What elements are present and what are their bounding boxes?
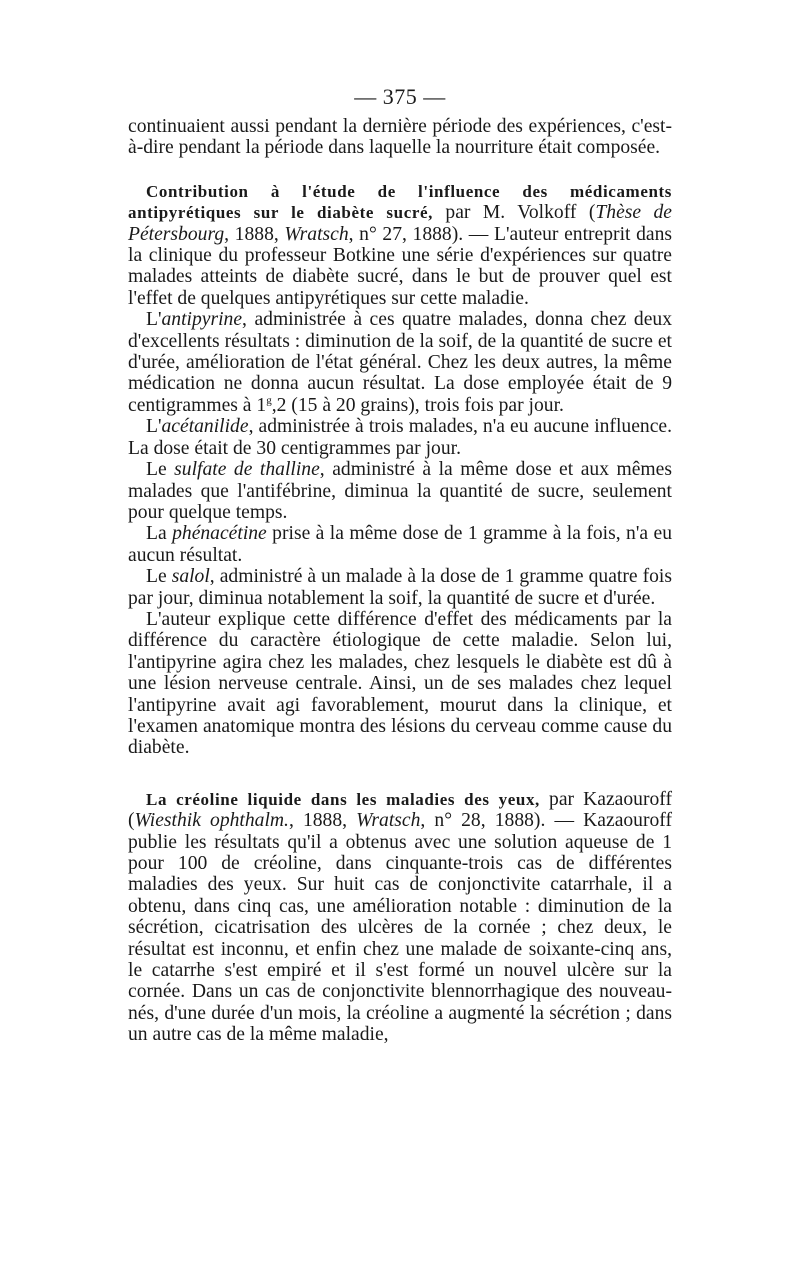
section-heading-creoline: La créoline liquide dans les maladies des yeux,	[146, 789, 540, 809]
paragraph-continuation	[128, 116, 672, 159]
section-body-text: , n° 27, 1888). — L'auteur entreprit dans la clinique du professeur Botkine une série d'expériences sur quatre malades atteints de diabète sucré, dans le but de prouver quel est l'effet de quelques antipyrétiques sur cette maladie.	[128, 223, 672, 309]
author-text: par M. Volkoff (	[445, 202, 596, 224]
paragraph-salol	[128, 566, 672, 609]
paragraph-text: L'auteur explique cette différence d'effet des médicaments par la différence du caractère étiologique de cette maladie. Selon lui, l'antipyrine agira chez les malades, chez lesquels le diabète est dû à une lésion nerveuse centrale. Ainsi, un de ses malades chez lequel l'antipyrine avait agi favorablement, mourut dans la clinique, et l'examen anatomique montra des lésions du cerveau comme cause du diabète.	[128, 608, 672, 759]
journal-title: Wratsch	[356, 810, 421, 832]
drug-term: sulfate de thalline	[174, 459, 320, 481]
unit-superscript: g	[266, 394, 272, 407]
drug-term: antipyrine	[161, 309, 243, 331]
source-title: Wiesthik ophthalm.	[134, 810, 289, 832]
author-text: par Kazaouroff (	[128, 788, 672, 832]
paragraph-text: continuaient aussi pendant la dernière période des expériences, c'est-à-dire pendant la période dans laquelle la nourriture était composée.	[128, 116, 672, 159]
prefix-text: L'	[146, 416, 162, 438]
page-number: — 375 —	[354, 84, 446, 109]
paragraph-conclusion	[128, 609, 672, 759]
section-volkoff-intro	[128, 181, 672, 309]
paragraph-text: , administré à la même dose et aux mêmes malades que l'antifébrine, diminua la quantité de sucre, seulement pour quelque temps.	[128, 459, 672, 523]
paragraph-antipyrine	[128, 309, 672, 416]
prefix-text: L'	[146, 309, 162, 331]
paragraph-text: ,2 (15 à 20 grains), trois fois par jour.	[271, 394, 564, 416]
drug-term: acétanilide	[161, 416, 249, 438]
section-heading-antipyretics: Contribution à l'étude de l'influence des médicaments antipyrétiques sur le diabète sucré,	[128, 181, 672, 223]
paragraph-acetanilide	[128, 416, 672, 459]
section-body-text: , n° 28, 1888). — Kazaouroff publie les résultats qu'il a obtenus avec une solution aqueuse de 1 pour 100 de créoline, dans cinquante-trois cas de différentes maladies des yeux. Sur huit cas de conjonctivite catarrhale, il a obtenu, dans cinq cas, une amélioration notable : diminution de la sécrétion, cicatrisation des ulcères de la cornée ; chez deux, le résultat est inconnu, et enfin chez une malade de soixante-cinq ans, le catarrhe s'est empiré et il s'est formé un nouvel ulcère sur la cornée. Dans un cas de conjonctivite blennorrhagique des nouveau-nés, d'une durée d'un mois, la créoline a augmenté la sécrétion ; dans un autre cas de la même maladie,	[128, 810, 672, 1046]
source-text: , 1888,	[288, 810, 357, 832]
drug-term: salol	[171, 566, 210, 588]
prefix-text: Le	[146, 566, 172, 588]
drug-term: phénacétine	[172, 523, 267, 545]
source-text: , 1888,	[224, 223, 285, 245]
paragraph-text: , administrée à trois malades, n'a eu aucune influence. La dose était de 30 centigrammes par jour.	[128, 416, 672, 459]
source-title: Thèse de Pétersbourg	[128, 202, 673, 245]
paragraph-text: , administré à un malade à la dose de 1 gramme quatre fois par jour, diminua notablement la soif, la quantité de sucre et d'urée.	[128, 566, 672, 609]
section-creoline	[128, 789, 672, 1046]
prefix-text: La	[146, 523, 173, 545]
prefix-text: Le	[146, 459, 175, 481]
paragraph-thalline	[128, 459, 672, 523]
journal-title: Wratsch	[284, 223, 349, 245]
paragraph-phenacetine	[128, 523, 672, 566]
paragraph-text: prise à la même dose de 1 gramme à la fois, n'a eu aucun résultat.	[128, 523, 672, 566]
paragraph-text: , administrée à ces quatre malades, donna chez deux d'excellents résultats : diminution de la soif, de la quantité de sucre et d'urée, amélioration de l'état général. Chez les deux autres, la même médication ne donna aucun résultat. La dose employée était de 9 centigrammes à 1	[128, 309, 672, 416]
